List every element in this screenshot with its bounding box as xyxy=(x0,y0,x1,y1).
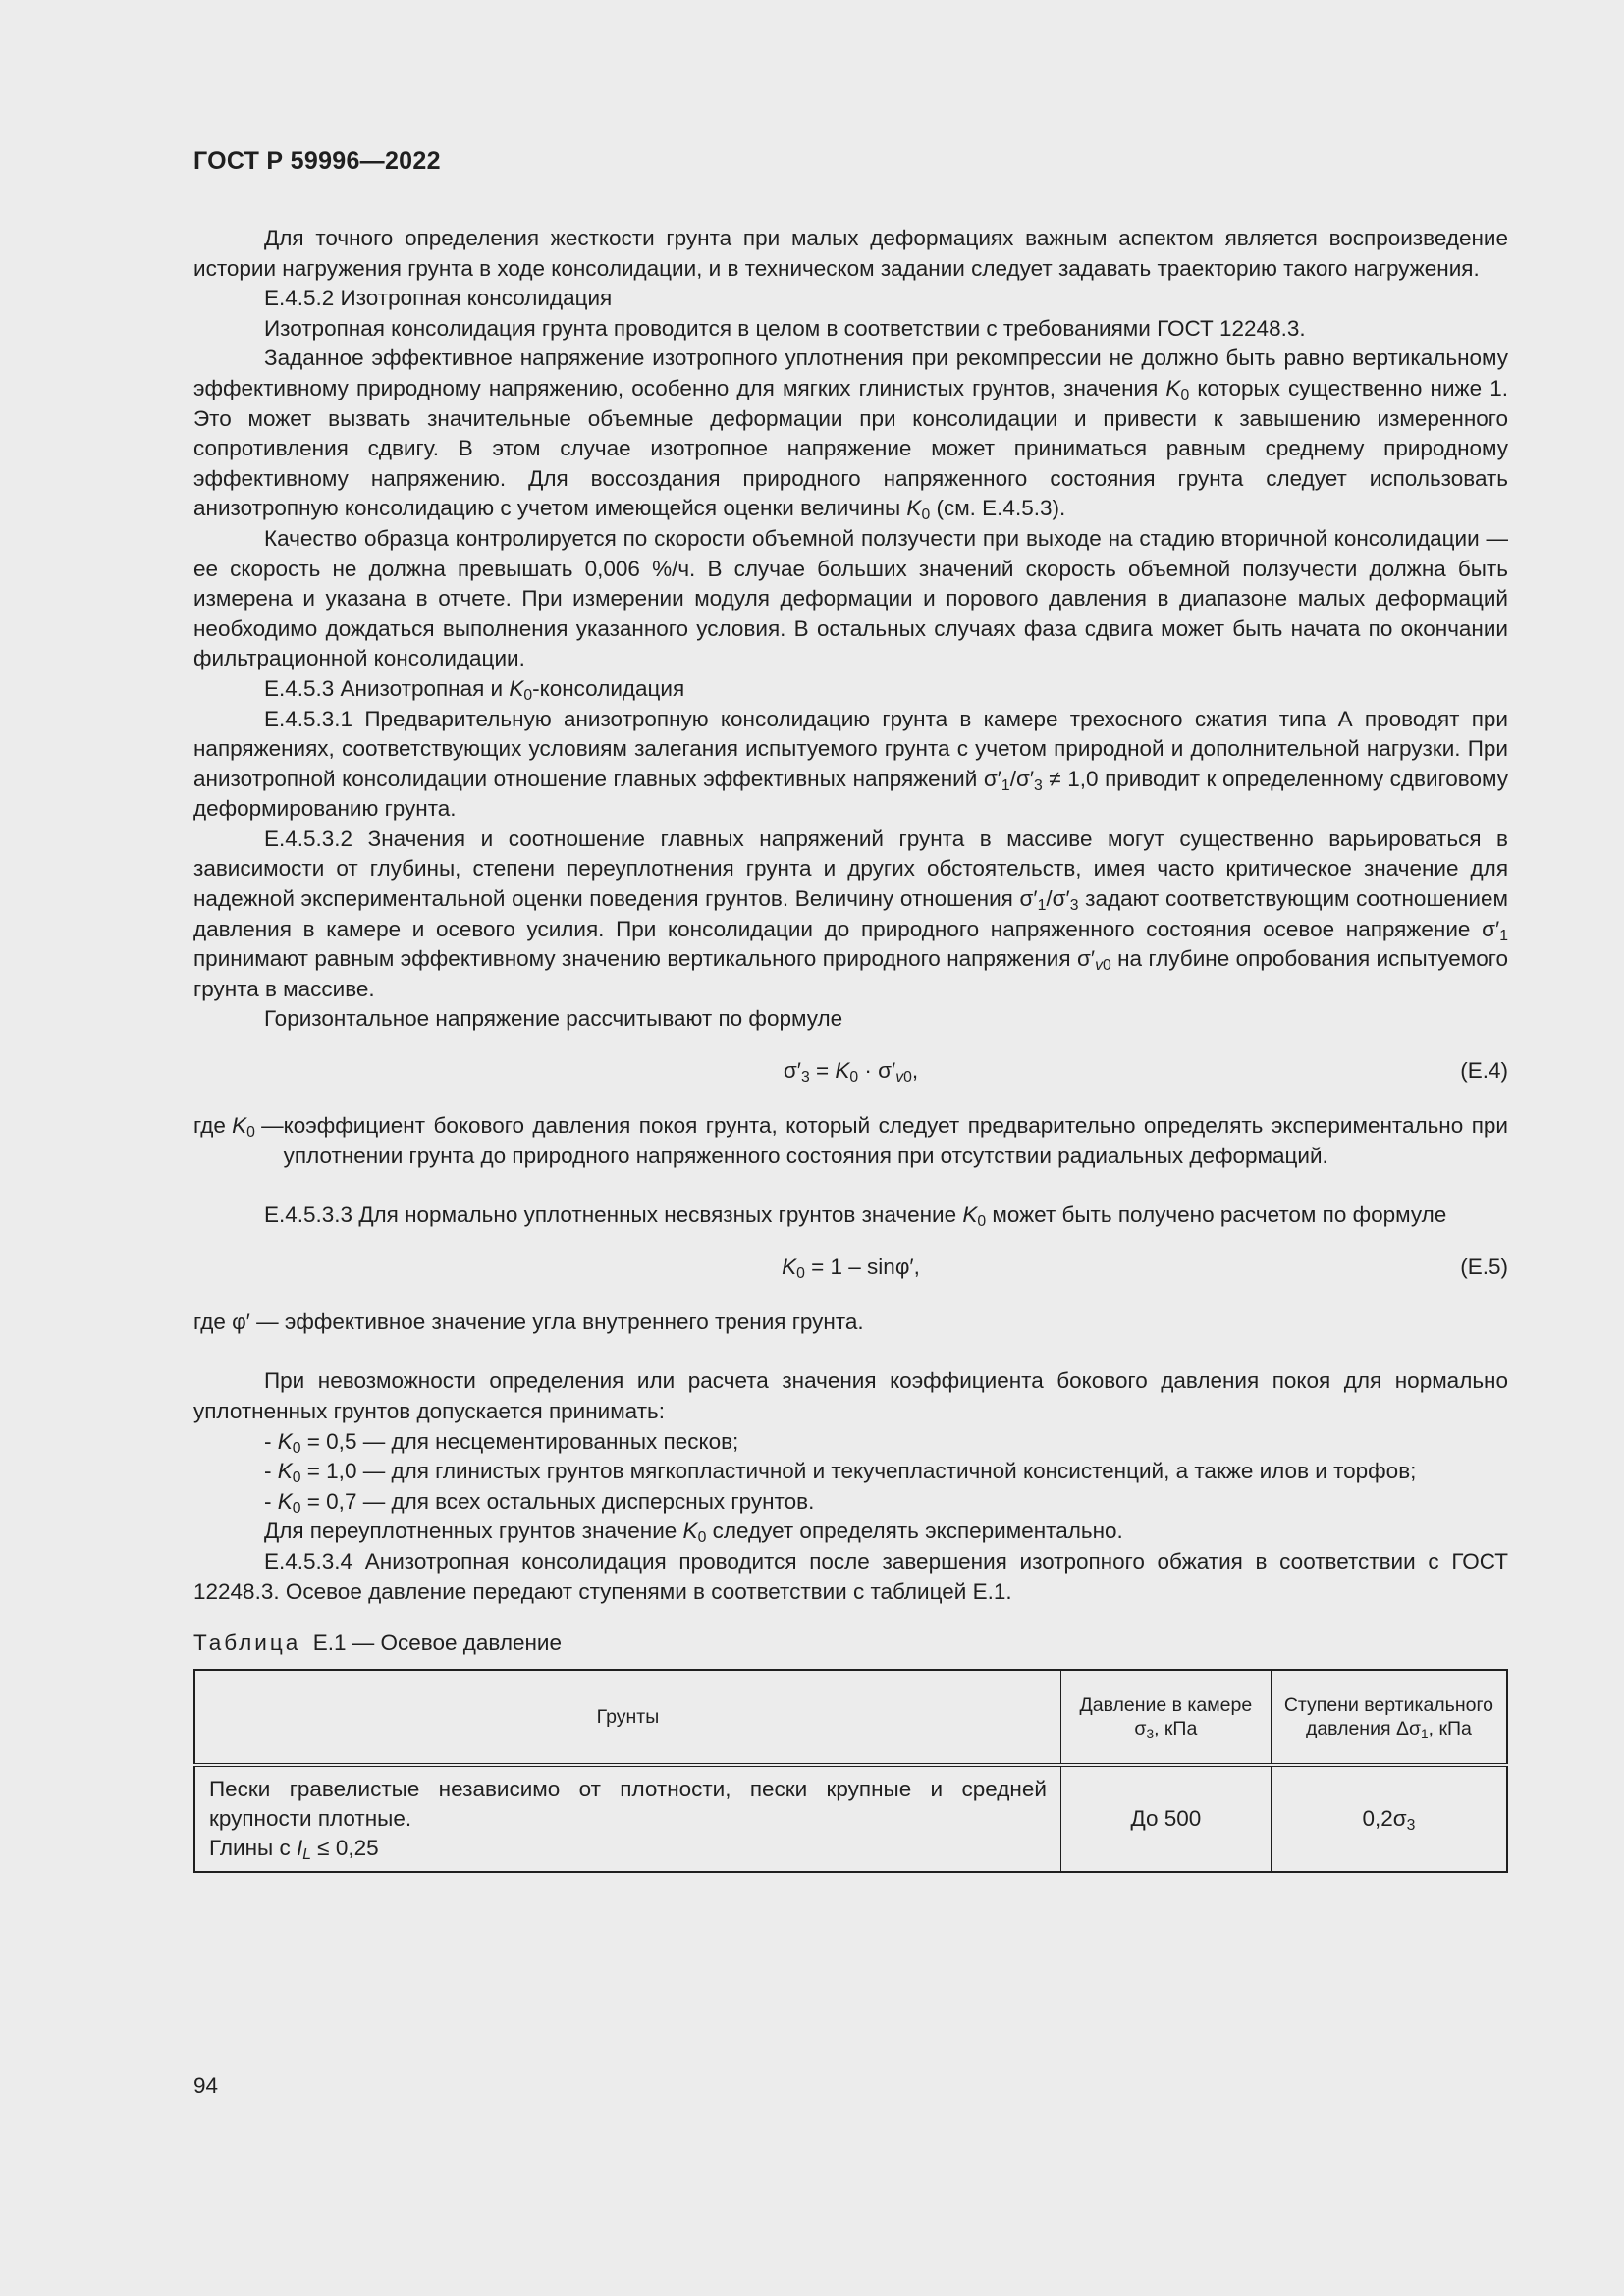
paragraph: Горизонтальное напряжение рассчитывают по формуле xyxy=(264,1006,843,1032)
paragraph: Качество образца контролируется по скорости объемной ползучести при выходе на стадию вторичной консолидации — ее скорость не должна превышать 0,006 %/ч. В случае больших значений скорость объемной ползучести должна быть измерена и указана в отчете. При измерении модуля деформации и порового давления в диапазоне малых деформаций необходимо дождаться выполнения указанного условия. В остальных случаях фаза сдвига может быть начата по окончании фильтрационной консолидации. xyxy=(193,525,1508,671)
paragraph: Изотропная консолидация грунта проводится в целом в соответствии с требованиями ГОСТ 12248.3. xyxy=(264,315,1306,341)
formula-number: (Е.4) xyxy=(1460,1058,1508,1084)
list-item: - $K_0 = 0,7$ — для всех остальных дисперсных грунтов. xyxy=(264,1488,815,1517)
paragraph: При невозможности определения или расчета значения коэффициента бокового давления покоя для нормально уплотненных грунтов допускается принимать: xyxy=(193,1368,1508,1423)
table-cell-step: $0,2\sigma_3$ xyxy=(1271,1765,1507,1872)
formula-e4 xyxy=(193,1042,1508,1099)
paragraph: Для точного определения жесткости грунта при малых деформациях важным аспектом является воспроизведение истории нагружения грунта в ходе консолидации, и в техническом задании следует задавать траекторию такого нагружения. xyxy=(193,226,1508,281)
paragraph: Заданное эффективное напряжение изотропного уплотнения при рекомпрессии не должно быть равно вертикальному эффективному природному напряжению, особенно для мягких глинистых грунтов, значения $K_0$ которых существенно ниже 1. Это может вызвать значительные объемные деформации при консолидации и привести к завышению измеренного сопротивления сдвигу. В этом случае изотропное напряжение может приниматься равным среднему природному эффективному напряжению. Для воссоздания природного напряженного состояния грунта следует использовать анизотропную консолидацию с учетом имеющейся оценки величины $K_0$ (см. Е.4.5.3). xyxy=(193,346,1508,524)
document-header: ГОСТ Р 59996—2022 xyxy=(193,147,441,175)
formula-e5 xyxy=(193,1239,1508,1296)
table-cell-soil: Пески гравелистые независимо от плотности, пески крупные и средней крупности плотные. Глины с $I_L \le 0,25$ xyxy=(194,1765,1060,1872)
table-header-pressure-steps: Ступени вертикального давления $\Delta\sigma_1$, кПа xyxy=(1271,1670,1507,1765)
formula-number: (Е.5) xyxy=(1460,1254,1508,1279)
table-caption: Таблица Е.1 — Осевое давление xyxy=(193,1630,562,1656)
section-heading: Е.4.5.3 Анизотропная и $K_0$-консолидация xyxy=(264,675,685,704)
paragraph: Е.4.5.3.2 Значения и соотношение главных напряжений грунта в массиве могут существенно варьироваться в зависимости от глубины, степени переуплотнения грунта и других обстоятельств, имея часто критическое значение для надежной экспериментальной оценки поведения грунтов. Величину отношения $\sigma'_1/\sigma'_3$ задают соответствующим соотношением давления в камере и осевого усилия. При консолидации до природного напряженного состояния осевое напряжение $\sigma'_1$ принимают равным эффективному значению вертикального природного напряжения $\sigma'_{v0}$ на глубине опробования испытуемого грунта в массиве. xyxy=(193,826,1508,1001)
axial-pressure-table xyxy=(193,1669,1508,1873)
table-cell-pressure: До 500 xyxy=(1060,1765,1271,1872)
section-heading: Е.4.5.2 Изотропная консолидация xyxy=(264,286,613,311)
body-text xyxy=(193,224,1508,1873)
formula-explanation: где φ′ — эффективное значение угла внутреннего трения грунта. xyxy=(193,1308,864,1334)
list-item: - $K_0 = 1,0$ — для глинистых грунтов мягкопластичной и текучепластичной консистенций, а также илов и торфов; xyxy=(264,1459,1417,1487)
table-row xyxy=(194,1765,1507,1872)
page-number: 94 xyxy=(193,2073,219,2098)
table-header-soils: Грунты xyxy=(194,1670,1060,1765)
formula-expression: $\sigma'_3 = K_0 \cdot \sigma'_{v0}$, xyxy=(783,1058,919,1087)
formula-expression: $K_0 = 1 - \sin\varphi'$, xyxy=(782,1254,920,1282)
paragraph: Е.4.5.3.3 Для нормально уплотненных несвязных грунтов значение $K_0$ может быть получено расчетом по формуле xyxy=(264,1202,1447,1231)
paragraph: Для переуплотненных грунтов значение $K_0$ следует определять экспериментально. xyxy=(264,1519,1123,1547)
paragraph: Е.4.5.3.1 Предварительную анизотропную консолидацию грунта в камере трехосного сжатия типа А проводят при напряжениях, соответствующих условиям залегания испытуемого грунта с учетом природной и дополнительной нагрузки. При анизотропной консолидации отношение главных эффективных напряжений $\sigma'_1/\sigma'_3 \ne 1,0$ приводит к определенному сдвиговому деформированию грунта. xyxy=(193,706,1508,822)
formula-explanation: где $K_0$ — коэффициент бокового давления покоя грунта, который следует предварительно определять экспериментально при уплотнении грунта до природного напряженного состояния при отсутствии радиальных деформаций. xyxy=(193,1113,1508,1168)
paragraph: Е.4.5.3.4 Анизотропная консолидация проводится после завершения изотропного обжатия в соответствии с ГОСТ 12248.3. Осевое давление передают ступенями в соответствии с таблицей Е.1. xyxy=(193,1548,1508,1604)
table-header-cell-pressure: Давление в камере $\sigma_3$, кПа xyxy=(1060,1670,1271,1765)
list-item: - $K_0 = 0,5$ — для несцементированных песков; xyxy=(264,1428,739,1457)
